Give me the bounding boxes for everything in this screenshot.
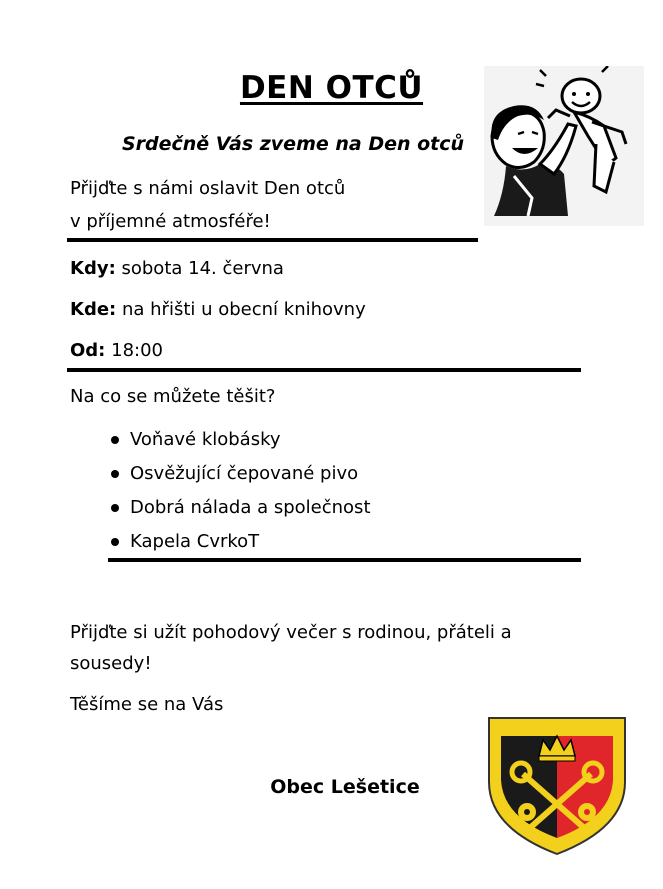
detail-where-label: Kde:	[70, 299, 117, 320]
coat-of-arms	[487, 716, 627, 856]
bullet-icon	[111, 436, 119, 444]
bullet-icon	[111, 504, 119, 512]
program-heading: Na co se můžete těšit?	[70, 386, 276, 407]
list-item-label: Kapela CvrkoT	[130, 531, 260, 552]
program-list	[108, 423, 371, 559]
list-item-label: Dobrá nálada a společnost	[130, 497, 371, 518]
intro-line-2: v příjemné atmosféře!	[70, 211, 271, 232]
closing-signoff: Těšíme se na Vás	[70, 694, 224, 715]
divider-middle	[67, 368, 581, 372]
closing-line-2: sousedy!	[70, 653, 152, 674]
list-item-label: Voňavé klobásky	[130, 429, 281, 450]
closing-line-1: Přijďte si užít pohodový večer s rodinou, přáteli a	[70, 622, 512, 643]
detail-from-label: Od:	[70, 340, 106, 361]
detail-from-value: 18:00	[105, 340, 163, 361]
list-item-label: Osvěžující čepované pivo	[130, 463, 359, 484]
invitation-subtitle: Srdečně Vás zveme na Den otců	[121, 133, 465, 155]
detail-where-value: na hřišti u obecní knihovny	[116, 299, 366, 320]
detail-when-label: Kdy:	[70, 258, 116, 279]
intro-line-1: Přijďte s námi oslavit Den otců	[70, 178, 346, 199]
detail-from	[70, 334, 163, 367]
bullet-icon	[111, 470, 119, 478]
detail-when-value: sobota 14. června	[115, 258, 284, 279]
bullet-icon	[111, 538, 119, 546]
list-item	[108, 423, 371, 457]
divider-top	[67, 238, 478, 242]
list-item	[108, 457, 371, 491]
coat-of-arms-icon	[487, 716, 627, 856]
father-child-icon	[484, 66, 644, 226]
organizer-name: Obec Lešetice	[270, 776, 420, 798]
detail-where	[70, 293, 366, 326]
father-child-illustration	[484, 66, 644, 226]
divider-bottom	[108, 558, 581, 562]
list-item	[108, 525, 371, 559]
list-item	[108, 491, 371, 525]
page-title: DEN OTCŮ	[239, 70, 424, 106]
detail-when	[70, 252, 284, 285]
